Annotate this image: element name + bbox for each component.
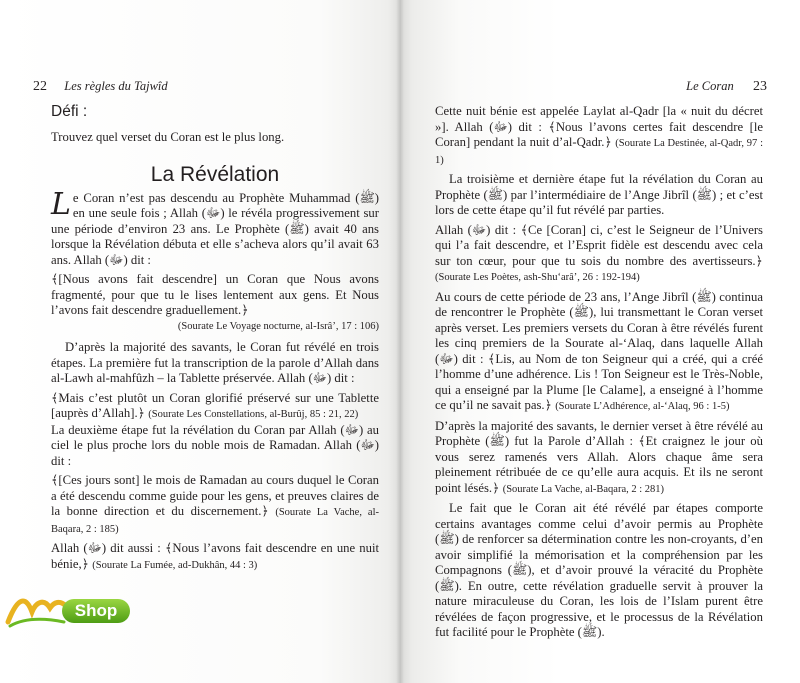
logo-shop-badge: Shop — [62, 599, 130, 623]
section-title: La Révélation — [150, 163, 280, 186]
quote-source: (Sourate La Vache, al-Baqara, 2 : 281) — [502, 483, 665, 495]
right-page — [400, 0, 800, 683]
paragraph — [435, 223, 763, 286]
paragraph-text: e Coran n’est pas descendu au Prophète Muhammad (ﷺ) en une seule fois ; Allah (ﷻ) le révéla progressivement sur une période d’environ 23 ans. Le Prophète (ﷺ) avait 40 ans lorsque la Révélation débuta et elle s’acheva alors qu’il avait 63 ans. Allah (ﷻ) dit : — [51, 190, 379, 267]
paragraph-text: Allah (ﷻ) dit : ﴾Ce [Coran] ci, c’est le Seigneur de l’Univers qui l’a fait descendre, et l’Esprit fidèle est descendu avec cela sur ton cœur, pour que tu sois du nombre des avertisseurs.﴿ — [435, 222, 763, 268]
quote-source: (Sourate L’Adhérence, al-‘Alaq, 96 : 1-5) — [555, 401, 730, 412]
paragraph-text: Au cours de cette période de 23 ans, l’Ange Jibrîl (ﷺ) continua de rencontrer le Prophète (ﷺ), lui transmettant le Coran verset après verset. Les premiers versets du Coran à être révélés furent les cinq premiers de la Sourate al-‘Alaq, dans laquelle Allah (ﷻ) dit : ﴾Lis, au Nom de ton Seigneur qui a créé, qui a créé l’homme d’une adhérence. Lis ! Ton Seigneur est le Très-Noble, qui a enseigné par la Plume [le Calame], a enseigné à l’homme ce qu’il ne savait pas.﴿ — [435, 289, 763, 412]
right-text-block — [435, 104, 763, 645]
paragraph — [435, 419, 763, 498]
quran-quote: ﴾[Nous avons fait descendre] un Coran que Nous avons fragmenté, pour que tu le lises lentement aux gens. Et Nous l’avons fait descendre graduellement.﴿ — [51, 272, 379, 317]
quote-text: ﴾[Ces jours sont] le mois de Ramadan au cours duquel le Coran a été descendu comme guide pour les gens, et preuves claires de la bonne direction et du discernement.﴿ — [51, 473, 379, 518]
muslimshop-logo — [4, 588, 144, 638]
quote-source: (Sourate Le Voyage nocturne, al-Isrâ’, 17 : 106) — [177, 320, 379, 332]
left-page-number: 22 — [33, 79, 47, 94]
paragraph: Le fait que le Coran ait été révélé par étapes comporte certains avantages comme celui d’avoir permis au Prophète (ﷺ) de renforcer sa détermination contre les non-croyants, d’en avoir simplifié la mémorisation et la compréhension par les Compagnons (ﷺ), et d’avoir prouvé la véracité du Prophète (ﷺ). En outre, cette révélation graduelle servit à prouver la nature miraculeuse du Coran, les lois de l’Islam purent être révélées de façon progressive, et le processus de la Révélation fut facilité pour le Prophète (ﷺ). — [435, 501, 763, 639]
paragraph-text: Cette nuit bénie est appelée Laylat al-Qadr [la « nuit du décret »]. Allah (ﷻ) dit : ﴾Nous l’avons certes fait descendre [le Coran] pendant la nuit d’al-Qadr.﴿ — [435, 104, 763, 149]
paragraph-text: Allah (ﷻ) dit aussi : — [51, 541, 161, 555]
left-text-block — [51, 104, 379, 577]
quote-source: (Sourate La Fumée, ad-Dukhân, 44 : 3) — [92, 559, 258, 571]
quote-source: (Sourate Les Poètes, ash-Shu‘arâ’, 26 : 192-194) — [435, 272, 640, 283]
left-running-head — [33, 78, 168, 95]
quran-quote — [51, 391, 379, 423]
paragraph: La troisième et dernière étape fut la révélation du Coran au Prophète (ﷺ) par l’intermédiaire de l’Ange Jibrîl (ﷺ) ; et c’est lors de cette étape qu’il fut révélé par parties. — [435, 172, 764, 217]
paragraph-text: D’après la majorité des savants, le dernier verset à être révélé au Prophète (ﷺ) fut la Parole d’Allah : ﴾Et craignez le jour où vous serez ramenés vers Allah. Alors chaque âme sera pleinement rétribuée de ce qu’elle aura acquis. Et ils ne seront point lésés.﴿ — [435, 418, 763, 495]
quran-quote — [51, 473, 379, 537]
book-gutter — [396, 0, 404, 683]
paragraph: La deuxième étape fut la révélation du Coran par Allah (ﷻ) au ciel le plus proche lors du noble mois de Ramadan. Allah (ﷻ) dit : — [51, 422, 379, 468]
left-running-title: Les règles du Tajwîd — [64, 79, 168, 93]
quote-text: ﴾Nous l’avons fait descendre en une nuit bénie,﴿ — [51, 541, 380, 571]
quote-source: (Sourate La Vache, al-Baqara, 2 : 185) — [51, 507, 379, 535]
quote-source: (Sourate La Destinée, al-Qadr, 97 : 1) — [435, 138, 763, 166]
drop-cap: L — [51, 186, 71, 222]
paragraph: D’après la majorité des savants, le Coran fut révélé en trois étapes. La première fut la transcription de la parole d’Allah dans al-Lawh al-mahfûzh – la Tablette préservée. Allah (ﷻ) dit : — [51, 340, 379, 385]
quote-source: (Sourate Les Constellations, al-Burûj, 85 : 21, 22) — [148, 409, 359, 420]
paragraph — [51, 541, 379, 573]
quote-text: ﴾Mais c’est plutôt un Coran glorifié préservé sur une Tablette [auprès d’Allah].﴿ — [51, 390, 379, 420]
paragraph — [435, 104, 763, 168]
right-running-head — [686, 78, 767, 95]
defi-text: Trouvez quel verset du Coran est le plus long. — [51, 129, 285, 144]
right-running-title: Le Coran — [686, 79, 734, 93]
paragraph — [51, 186, 379, 269]
defi-heading: Défi : — [51, 103, 88, 120]
right-page-number: 23 — [753, 79, 767, 94]
paragraph — [435, 290, 763, 415]
